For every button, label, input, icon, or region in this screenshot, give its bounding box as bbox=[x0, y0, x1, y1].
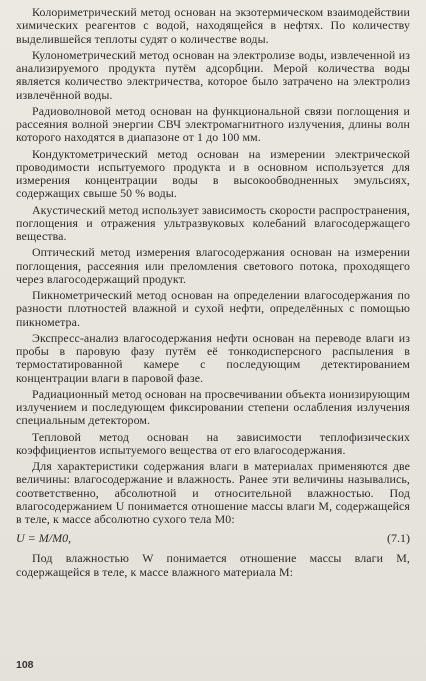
paragraph-radiation: Радиационный метод основан на просвечивании объекта ионизирующим излучением и последующем фиксировании степени ослабления излучения специальным детектором. bbox=[16, 386, 410, 428]
paragraph-acoustic: Акустический метод использует зависимость скорости распространения, поглощения и отражения ультразвуковых колебаний влагосодержащего вещества. bbox=[16, 202, 410, 243]
paragraph-coulometric: Кулонометрический метод основан на электролизе воды, извлеченной из анализируемого продукта путём адсорбции. Мерой количества воды является количество электричества, которое было затрачено на электролиз извлечённой воды. bbox=[16, 47, 410, 102]
paragraph-thermal: Тепловой метод основан на зависимости теплофизических коэффициентов испытуемого вещества от его влагосодержания. bbox=[16, 429, 410, 457]
formula-7-1 bbox=[16, 531, 410, 545]
paragraph-radiowave: Радиоволновой метод основан на функциональной связи поглощения и рассеяния волной энергии СВЧ электромагнитного излучения, длины волн которого находятся в диапазоне от 1 до 100 мм. bbox=[16, 103, 410, 145]
paragraph-colorimetric: Колориметрический метод основан на экзотермическом взаимодействии химических реагентов с водой, находящейся в нефтях. По количеству выделившейся теплоты судят о количестве воды. bbox=[16, 5, 410, 46]
formula-expression: U = M/M0, bbox=[16, 531, 72, 546]
paragraph-moisture-definition: Для характеристики содержания влаги в материалах применяются две величины: влагосодержание и влажность. Ранее эти величины назывались, соответственно, абсолютной и относительной влажностью. Под влагосодержанием U понимается отношение массы влаги M, содержащейся в теле, к массе абсолютно сухого тела M0: bbox=[16, 459, 410, 526]
page-number: 108 bbox=[16, 659, 34, 671]
paragraph-pycnometric: Пикнометрический метод основан на определении влагосодержания по разности плотностей влажной и сухой нефти, определённых с помощью пикнометра. bbox=[16, 288, 410, 329]
paragraph-conductometric: Кондуктометрический метод основан на измерении электрической проводимости испытуемого продукта и в основном используется для измерения концентрации воды в высокообводненных эмульсиях, содержащих свыше 50 % воды. bbox=[16, 146, 410, 201]
paragraph-optical: Оптический метод измерения влагосодержания основан на измерении поглощения, рассеяния или преломления светового потока, проходящего через влагосодержащий продукт. bbox=[16, 245, 410, 286]
paragraph-express-analysis: Экспресс-анализ влагосодержания нефти основан на переводе влаги из пробы в паровую фазу путём её тонкодисперсного распыления в термостатированной камере с последующим детектированием концентрации влаги в паровой фазе. bbox=[16, 330, 410, 385]
formula-number: (7.1) bbox=[387, 531, 410, 546]
paragraph-humidity-definition: Под влажностью W понимается отношение массы влаги M, содержащейся в теле, к массе влажного материала M: bbox=[16, 551, 410, 579]
